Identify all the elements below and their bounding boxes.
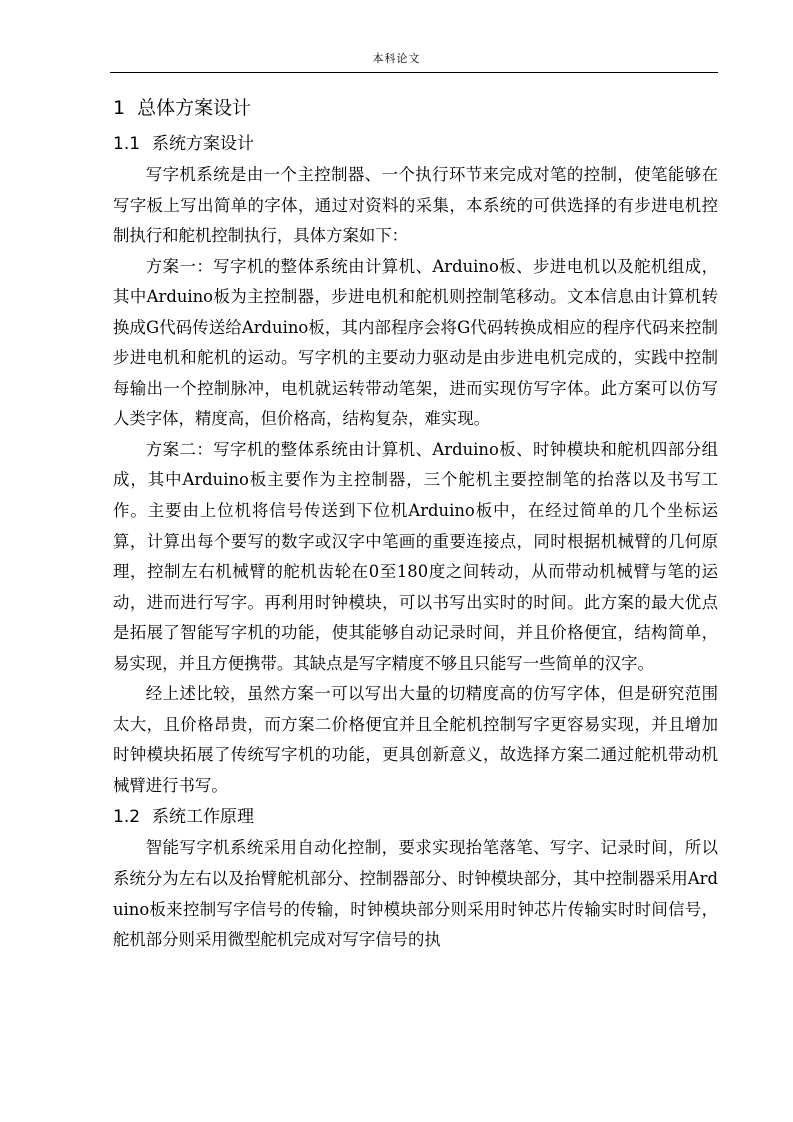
paragraph: 方案一：写字机的整体系统由计算机、Arduino板、步进电机以及舵机组成，其中Arduino板为主控制器，步进电机和舵机则控制笔移动。文本信息由计算机转换成G代码传送给Arduino板，其内部程序会将G代码转换成相应的程序代码来控制步进电机和舵机的运动。写字机的主要动力驱动是由步进电机完成的，实践中控制每输出一个控制脉冲，电机就运转带动笔架，进而实现仿写字体。此方案可以仿写人类字体，精度高，但价格高，结构复杂，难实现。 [113, 256, 718, 429]
section-number: 1.2 [113, 807, 141, 828]
section-title: 系统方案设计 [152, 134, 255, 154]
section-title: 系统工作原理 [152, 807, 255, 828]
paragraph: 写字机系统是由一个主控制器、一个执行环节来完成对笔的控制，使笔能够在写字板上写出简单的字体，通过对资料的采集，本系统的可供选择的有步进电机控制执行和舵机控制执行，具体方案如下： [113, 165, 718, 246]
chapter-title: 总体方案设计 [137, 97, 252, 119]
chapter-number: 1 [113, 97, 126, 119]
paragraph: 经上述比较，虽然方案一可以写出大量的切精度高的仿写字体，但是研究范围太大，且价格昂贵，而方案二价格便宜并且全舵机控制写字更容易实现，并且增加时钟模块拓展了传统写字机的功能，更具创新意义，故选择方案二通过舵机带动机械臂进行书写。 [113, 684, 718, 795]
section-heading-1-1 [113, 128, 718, 160]
header-rule [110, 72, 718, 73]
chapter-heading [113, 92, 718, 125]
paragraph: 方案二：写字机的整体系统由计算机、Arduino板、时钟模块和舵机四部分组成，其中Arduino板主要作为主控制器，三个舵机主要控制笔的抬落以及书写工作。主要由上位机将信号传送到下位机Arduino板中，在经过简单的几个坐标运算，计算出每个要写的数字或汉字中笔画的重要连接点，同时根据机械臂的几何原理，控制左右机械臂的舵机齿轮在0至180度之间转动，从而带动机械臂与笔的运动，进而进行写字。再利用时钟模块，可以书写出实时的时间。此方案的最大优点是拓展了智能写字机的功能，使其能够自动记录时间，并且价格便宜，结构简单，易实现，并且方便携带。其缺点是写字精度不够且只能写一些简单的汉字。 [113, 439, 718, 673]
page-body [113, 92, 718, 956]
section-number: 1.1 [113, 134, 141, 154]
paragraph: 智能写字机系统采用自动化控制，要求实现抬笔落笔、写字、记录时间，所以系统分为左右以及抬臂舵机部分、控制器部分、时钟模块部分，其中控制器采用Arduino板来控制写字信号的传输，时钟模块部分则采用时钟芯片传输实时时间信号，舵机部分则采用微型舵机完成对写字信号的执 [113, 838, 718, 950]
section-heading-1-2 [113, 801, 718, 833]
running-header: 本科论文 [372, 52, 421, 65]
